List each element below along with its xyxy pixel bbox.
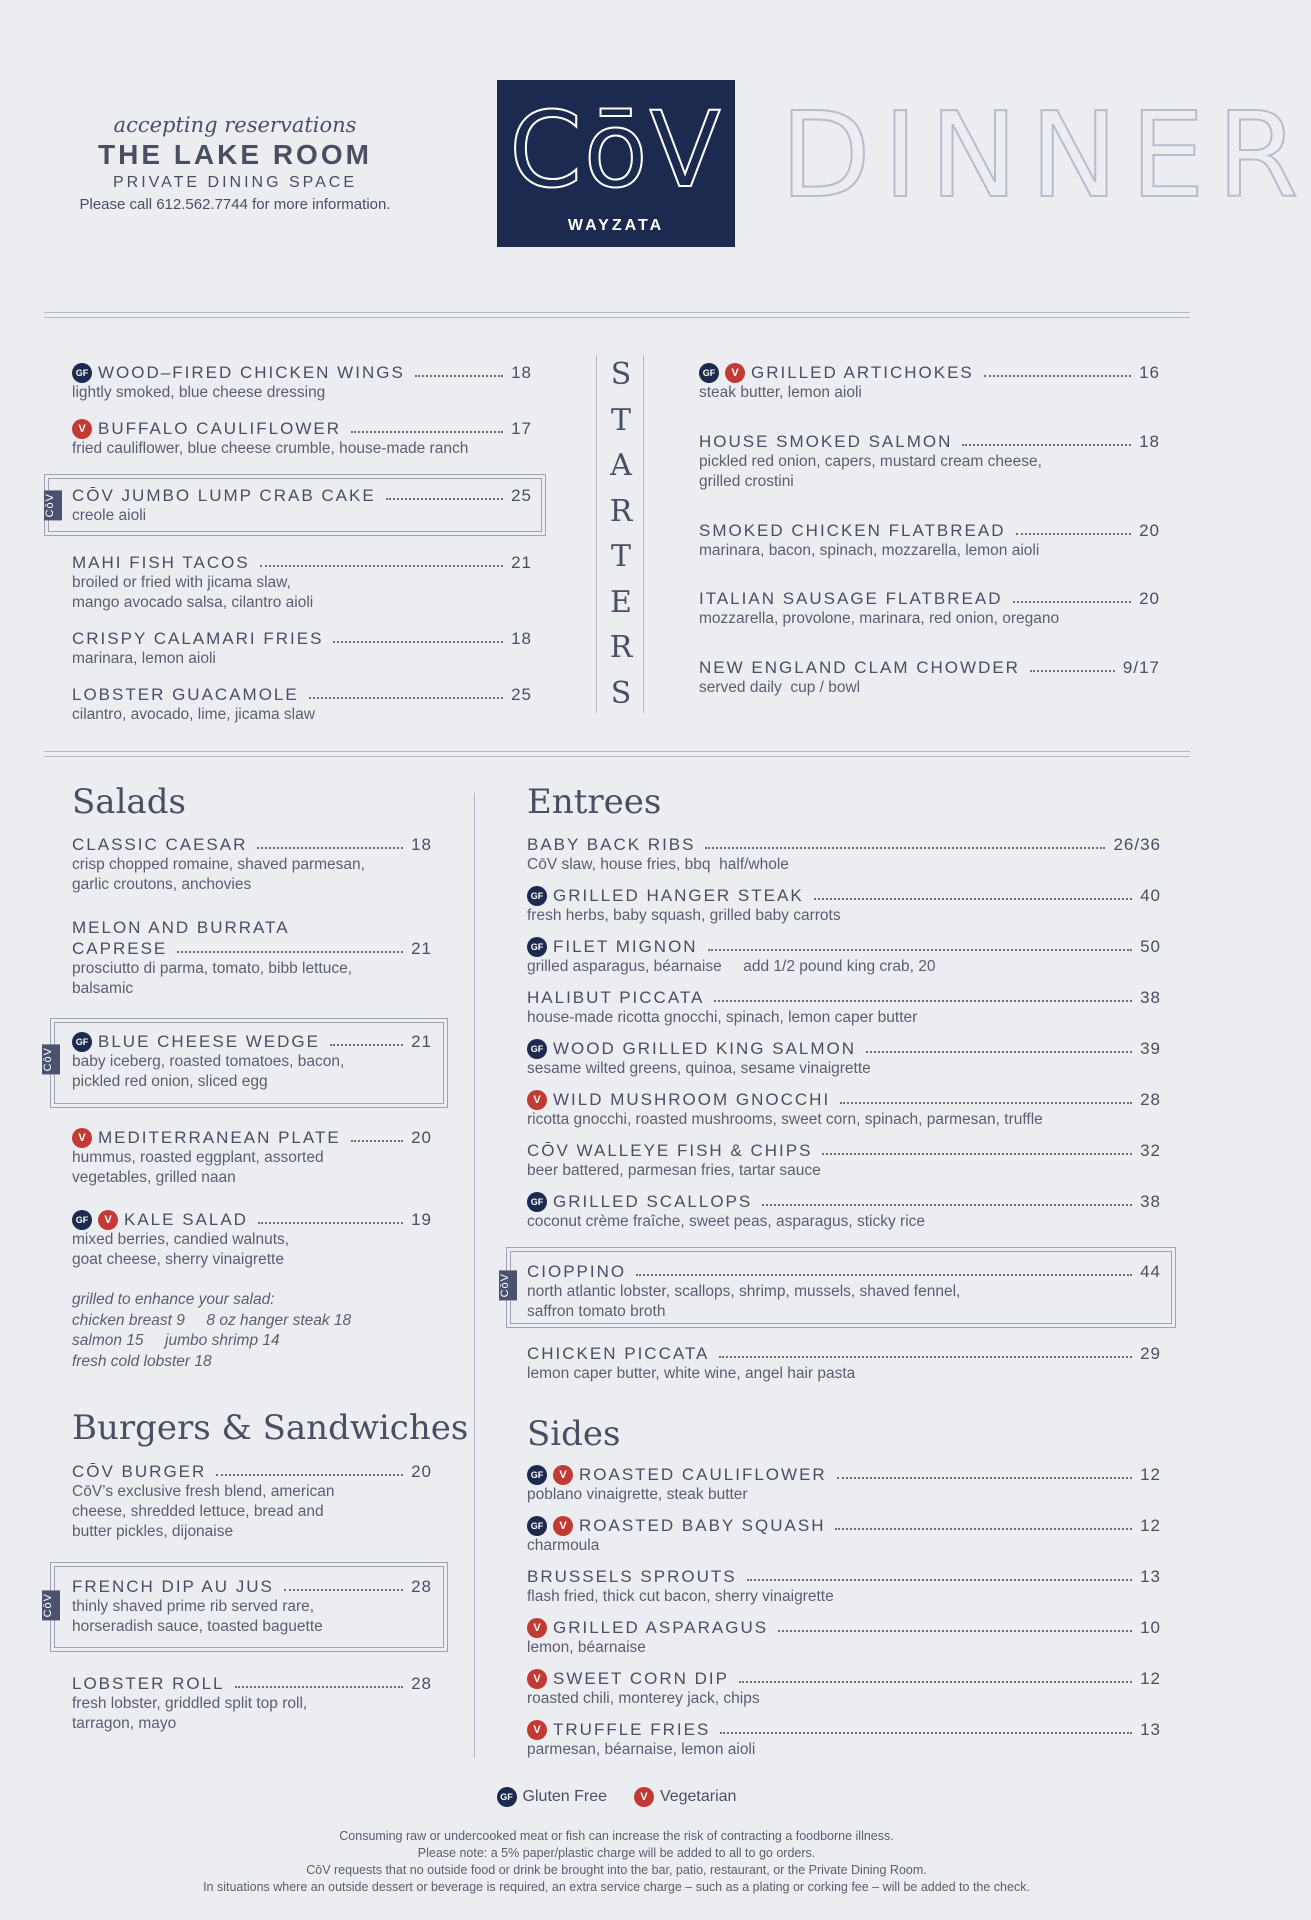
- footer-line: In situations where an outside dessert or beverage is required, an extra service charge – such as a plating or corking fee – will be added to the check.: [203, 1880, 1030, 1894]
- item-description: saffron tomato broth: [527, 1303, 666, 1320]
- item-price: 20: [1139, 588, 1160, 608]
- menu-item: [527, 1566, 1161, 1607]
- item-description: balsamic: [72, 980, 134, 997]
- salad-addons: [72, 1290, 452, 1372]
- item-name-pre: MELON AND BURRATA: [72, 917, 290, 937]
- item-description: grilled asparagus, béarnaise add 1/2 pound king crab, 20: [527, 958, 936, 975]
- leader-dots: [1030, 670, 1115, 672]
- item-name: CIOPPINO: [527, 1261, 627, 1281]
- item-name: GRILLED SCALLOPS: [553, 1191, 753, 1211]
- leader-dots: [837, 1477, 1132, 1479]
- item-description: mozzarella, provolone, marinara, red onion, oregano: [699, 610, 1060, 627]
- addon-line: grilled to enhance your salad:: [72, 1291, 275, 1308]
- item-name: WILD MUSHROOM GNOCCHI: [553, 1089, 831, 1109]
- item-price: 32: [1140, 1140, 1161, 1160]
- item-name: CŌV JUMBO LUMP CRAB CAKE: [72, 485, 376, 505]
- menu-item: [527, 1191, 1161, 1232]
- legend-gf-label: Gluten Free: [522, 1788, 608, 1806]
- divider-top: [44, 312, 1190, 318]
- footer-line: Consuming raw or undercooked meat or fish can increase the risk of contracting a foodborne illness.: [339, 1829, 894, 1843]
- vegetarian-icon: V: [527, 1669, 547, 1689]
- item-name: HOUSE SMOKED SALMON: [699, 431, 953, 451]
- item-price: 20: [1139, 520, 1160, 540]
- leader-dots: [415, 375, 503, 377]
- starters-letter: A: [610, 448, 632, 483]
- leader-dots: [705, 847, 1105, 849]
- addon-line: salmon 15 jumbo shrimp 14: [72, 1332, 280, 1349]
- item-price: 16: [1139, 362, 1160, 382]
- item-description: fried cauliflower, blue cheese crumble, house-made ranch: [72, 440, 469, 457]
- item-name: CŌV WALLEYE FISH & CHIPS: [527, 1140, 813, 1160]
- menu-item: [527, 1343, 1161, 1384]
- item-description: roasted chili, monterey jack, chips: [527, 1690, 760, 1707]
- item-name: SMOKED CHICKEN FLATBREAD: [699, 520, 1006, 540]
- item-price: 25: [511, 485, 532, 505]
- menu-item: [699, 431, 1160, 492]
- item-price: 9/17: [1122, 657, 1160, 677]
- starters-letter: S: [610, 357, 632, 392]
- menu-item: [72, 1127, 432, 1188]
- menu-item: [72, 684, 532, 725]
- menu-item: [72, 485, 532, 526]
- menu-item: [72, 1031, 432, 1092]
- item-name: MAHI FISH TACOS: [72, 552, 250, 572]
- menu-item: [527, 834, 1161, 875]
- item-description: grilled crostini: [699, 473, 794, 490]
- item-name: CHICKEN PICCATA: [527, 1343, 710, 1363]
- item-price: 18: [411, 834, 432, 854]
- item-name: ROASTED BABY SQUASH: [579, 1515, 826, 1535]
- leader-dots: [720, 1732, 1132, 1734]
- leader-dots: [260, 565, 503, 567]
- item-description: fresh herbs, baby squash, grilled baby carrots: [527, 907, 841, 924]
- item-description: crisp chopped romaine, shaved parmesan,: [72, 856, 365, 873]
- item-price: 20: [411, 1461, 432, 1481]
- menu-item: [72, 362, 532, 403]
- leader-dots: [747, 1579, 1132, 1581]
- item-name: FRENCH DIP AU JUS: [72, 1576, 274, 1596]
- item-price: 21: [411, 938, 432, 958]
- menu-item: [527, 1140, 1161, 1181]
- menu-item: [527, 1719, 1161, 1760]
- item-description: cheese, shredded lettuce, bread and: [72, 1503, 324, 1520]
- vegetarian-icon: V: [98, 1210, 118, 1230]
- logo-sub: WAYZATA: [567, 217, 665, 234]
- item-name: MEDITERRANEAN PLATE: [98, 1127, 341, 1147]
- item-price: 28: [411, 1673, 432, 1693]
- item-name: BRUSSELS SPROUTS: [527, 1566, 737, 1586]
- item-description: ricotta gnocchi, roasted mushrooms, sweet corn, spinach, parmesan, truffle: [527, 1111, 1043, 1128]
- starters-letter: T: [610, 402, 631, 438]
- gluten-free-icon: GF: [527, 937, 547, 957]
- gluten-free-icon: GF: [527, 886, 547, 906]
- leader-dots: [778, 1630, 1132, 1632]
- item-price: 44: [1140, 1261, 1161, 1281]
- item-price: 20: [411, 1127, 432, 1147]
- leader-dots: [351, 1140, 403, 1142]
- leader-dots: [866, 1051, 1132, 1053]
- item-description: horseradish sauce, toasted baguette: [72, 1618, 323, 1635]
- menu-item: [527, 885, 1161, 926]
- leader-dots: [1013, 601, 1132, 603]
- item-price: 39: [1140, 1038, 1161, 1058]
- item-description: baby iceberg, roasted tomatoes, bacon,: [72, 1053, 345, 1070]
- menu-item: [72, 1461, 432, 1542]
- gluten-free-icon: GF: [72, 1032, 92, 1052]
- item-price: 10: [1140, 1617, 1161, 1637]
- item-description: beer battered, parmesan fries, tartar sauce: [527, 1162, 821, 1179]
- menu-item: [72, 917, 432, 999]
- leader-dots: [284, 1589, 403, 1591]
- item-price: 38: [1140, 987, 1161, 1007]
- gluten-free-icon: GF: [527, 1516, 547, 1536]
- featured-tag: CōV: [42, 1590, 60, 1620]
- private-dining-subtitle: PRIVATE DINING SPACE: [112, 174, 358, 191]
- legend-v-label: Vegetarian: [659, 1788, 737, 1806]
- logo-main: CōV: [509, 89, 723, 211]
- item-price: 13: [1140, 1719, 1161, 1739]
- leader-dots: [814, 898, 1132, 900]
- leader-dots: [386, 498, 503, 500]
- gluten-free-icon: GF: [527, 1465, 547, 1485]
- menu-title: DINNER: [780, 86, 1311, 224]
- gluten-free-icon: GF: [527, 1039, 547, 1059]
- item-description: mixed berries, candied walnuts,: [72, 1231, 290, 1248]
- item-name: ITALIAN SAUSAGE FLATBREAD: [699, 588, 1003, 608]
- reservations-block: [40, 112, 430, 216]
- menu-item: [699, 588, 1160, 629]
- salads-title: Salads: [72, 782, 186, 822]
- starters-rule-left: [596, 355, 597, 713]
- item-description: poblano vinaigrette, steak butter: [527, 1486, 748, 1503]
- menu-item: [527, 936, 1161, 977]
- item-price: 12: [1140, 1668, 1161, 1688]
- item-description: marinara, bacon, spinach, mozzarella, lemon aioli: [699, 542, 1040, 559]
- item-description: tarragon, mayo: [72, 1715, 177, 1732]
- item-price: 40: [1140, 885, 1161, 905]
- gluten-free-icon: GF: [497, 1787, 517, 1807]
- gluten-free-icon: GF: [527, 1192, 547, 1212]
- item-name: BABY BACK RIBS: [527, 834, 696, 854]
- featured-tag: CōV: [42, 1044, 60, 1074]
- menu-item: [527, 1089, 1161, 1130]
- leader-dots: [739, 1681, 1132, 1683]
- item-name: LOBSTER ROLL: [72, 1673, 225, 1693]
- starters-rule-right: [643, 355, 644, 713]
- divider-middle: [44, 751, 1190, 757]
- item-description: broiled or fried with jicama slaw,: [72, 574, 291, 591]
- item-description: pickled red onion, sliced egg: [72, 1073, 268, 1090]
- item-description: marinara, lemon aioli: [72, 650, 216, 667]
- column-divider: [474, 793, 475, 1758]
- leader-dots: [714, 1000, 1132, 1002]
- footer-line: CōV requests that no outside food or drink be brought into the bar, patio, restaurant, or the Private Dining Room.: [306, 1863, 927, 1877]
- item-name: GRILLED HANGER STEAK: [553, 885, 804, 905]
- starters-letter: E: [610, 584, 632, 620]
- item-description: pickled red onion, capers, mustard cream cheese,: [699, 453, 1042, 470]
- item-price: 17: [511, 418, 532, 438]
- menu-item: [699, 520, 1160, 561]
- gluten-free-icon: GF: [72, 1210, 92, 1230]
- starters-letter: S: [610, 675, 632, 711]
- vegetarian-icon: V: [527, 1090, 547, 1110]
- item-description: thinly shaved prime rib served rare,: [72, 1598, 315, 1615]
- cov-logo: [497, 80, 735, 247]
- menu-item: [72, 1673, 432, 1734]
- item-description: north atlantic lobster, scallops, shrimp, mussels, shaved fennel,: [527, 1283, 961, 1300]
- item-price: 21: [511, 552, 532, 572]
- menu-item: [72, 552, 532, 613]
- item-price: 18: [511, 628, 532, 648]
- reservations-script: accepting reservations: [113, 113, 357, 137]
- item-name: HALIBUT PICCATA: [527, 987, 705, 1007]
- leader-dots: [351, 431, 503, 433]
- menu-item: [527, 1038, 1161, 1079]
- menu-item: [527, 1617, 1161, 1658]
- item-description: coconut crème fraîche, sweet peas, asparagus, sticky rice: [527, 1213, 926, 1230]
- menu-item: [527, 1464, 1161, 1505]
- leader-dots: [762, 1204, 1132, 1206]
- starters-letter: R: [609, 630, 633, 665]
- item-price: 29: [1140, 1343, 1161, 1363]
- item-price: 19: [411, 1209, 432, 1229]
- item-description: cilantro, avocado, lime, jicama slaw: [72, 706, 315, 723]
- vegetarian-icon: V: [527, 1618, 547, 1638]
- leader-dots: [840, 1102, 1132, 1104]
- menu-item: [527, 987, 1161, 1028]
- gluten-free-icon: GF: [72, 363, 92, 383]
- leader-dots: [835, 1528, 1132, 1530]
- leader-dots: [309, 697, 503, 699]
- item-description: prosciutto di parma, tomato, bibb lettuce,: [72, 960, 353, 977]
- vegetarian-icon: V: [553, 1516, 573, 1536]
- reservation-phone: Please call 612.562.7744 for more information.: [79, 196, 391, 213]
- footer-notes: [0, 1828, 1233, 1896]
- leader-dots: [636, 1274, 1132, 1276]
- item-name: CLASSIC CAESAR: [72, 834, 248, 854]
- vegetarian-icon: V: [527, 1720, 547, 1740]
- item-description: charmoula: [527, 1537, 600, 1554]
- leader-dots: [984, 375, 1131, 377]
- item-description: parmesan, béarnaise, lemon aioli: [527, 1741, 756, 1758]
- item-description: sesame wilted greens, quinoa, sesame vinaigrette: [527, 1060, 871, 1077]
- item-description: served daily cup / bowl: [699, 679, 861, 696]
- starters-label: [596, 352, 646, 712]
- leader-dots: [708, 949, 1132, 951]
- item-name: CŌV BURGER: [72, 1461, 207, 1481]
- menu-item: [699, 362, 1160, 403]
- addon-line: fresh cold lobster 18: [72, 1352, 212, 1370]
- leader-dots: [962, 444, 1131, 446]
- item-name: WOOD GRILLED KING SALMON: [553, 1038, 857, 1058]
- item-name: CAPRESE: [72, 938, 168, 958]
- entrees-title: Entrees: [527, 782, 662, 822]
- item-price: 18: [511, 362, 532, 382]
- item-name: BUFFALO CAULIFLOWER: [98, 418, 341, 438]
- item-name: GRILLED ARTICHOKES: [751, 362, 974, 382]
- leader-dots: [719, 1356, 1132, 1358]
- item-name: WOOD–FIRED CHICKEN WINGS: [98, 362, 405, 382]
- item-name: CRISPY CALAMARI FRIES: [72, 628, 324, 648]
- item-name: LOBSTER GUACAMOLE: [72, 684, 299, 704]
- menu-item: [527, 1261, 1161, 1322]
- item-description: CōV slaw, house fries, bbq half/whole: [527, 856, 789, 873]
- addon-line: chicken breast 9 8 oz hanger steak 18: [72, 1311, 352, 1329]
- leader-dots: [258, 1222, 403, 1224]
- item-description: steak butter, lemon aioli: [699, 384, 862, 401]
- featured-tag: CōV: [499, 1270, 517, 1300]
- item-description: lightly smoked, blue cheese dressing: [72, 384, 326, 401]
- menu-item: [527, 1668, 1161, 1709]
- leader-dots: [235, 1686, 404, 1688]
- lake-room-title: THE LAKE ROOM: [98, 139, 372, 170]
- item-description: CōV’s exclusive fresh blend, american: [72, 1483, 335, 1500]
- item-name: KALE SALAD: [124, 1209, 248, 1229]
- starters-letter: R: [609, 493, 633, 529]
- item-name: FILET MIGNON: [553, 936, 698, 956]
- menu-item: [72, 1209, 432, 1270]
- item-description: house-made ricotta gnocchi, spinach, lemon caper butter: [527, 1009, 918, 1026]
- item-description: garlic croutons, anchovies: [72, 876, 252, 893]
- vegetarian-icon: V: [72, 419, 92, 439]
- leader-dots: [1016, 533, 1132, 535]
- leader-dots: [330, 1044, 403, 1046]
- item-price: 12: [1140, 1464, 1161, 1484]
- vegetarian-icon: V: [72, 1128, 92, 1148]
- featured-tag: CōV: [44, 490, 62, 520]
- vegetarian-icon: V: [553, 1465, 573, 1485]
- vegetarian-icon: V: [634, 1787, 654, 1807]
- item-price: 28: [411, 1576, 432, 1596]
- menu-item: [72, 1576, 432, 1637]
- leader-dots: [216, 1474, 403, 1476]
- leader-dots: [177, 951, 403, 953]
- item-description: goat cheese, sherry vinaigrette: [72, 1251, 284, 1268]
- item-description: creole aioli: [72, 507, 147, 524]
- item-description: butter pickles, dijonaise: [72, 1523, 234, 1540]
- item-price: 13: [1140, 1566, 1161, 1586]
- item-price: 21: [411, 1031, 432, 1051]
- menu-item: [72, 628, 532, 669]
- menu-item: [72, 418, 532, 459]
- legend: [0, 1787, 1233, 1807]
- menu-item: [699, 657, 1160, 698]
- item-description: vegetables, grilled naan: [72, 1169, 236, 1186]
- item-name: TRUFFLE FRIES: [553, 1719, 711, 1739]
- item-price: 28: [1140, 1089, 1161, 1109]
- item-name: SWEET CORN DIP: [553, 1668, 729, 1688]
- item-price: 12: [1140, 1515, 1161, 1535]
- menu-item: [527, 1515, 1161, 1556]
- sides-title: Sides: [527, 1414, 621, 1454]
- item-name: GRILLED ASPARAGUS: [553, 1617, 769, 1637]
- item-description: hummus, roasted eggplant, assorted: [72, 1149, 324, 1166]
- item-description: lemon, béarnaise: [527, 1639, 646, 1656]
- leader-dots: [822, 1153, 1132, 1155]
- item-price: 18: [1139, 431, 1160, 451]
- item-price: 50: [1140, 936, 1161, 956]
- item-price: 38: [1140, 1191, 1161, 1211]
- item-description: mango avocado salsa, cilantro aioli: [72, 594, 314, 611]
- item-description: fresh lobster, griddled split top roll,: [72, 1695, 308, 1712]
- item-description: flash fried, thick cut bacon, sherry vinaigrette: [527, 1588, 834, 1605]
- item-name: NEW ENGLAND CLAM CHOWDER: [699, 657, 1020, 677]
- leader-dots: [333, 641, 503, 643]
- burgers-title: Burgers & Sandwiches: [72, 1408, 469, 1448]
- item-name: ROASTED CAULIFLOWER: [579, 1464, 827, 1484]
- vegetarian-icon: V: [725, 363, 745, 383]
- item-name: BLUE CHEESE WEDGE: [98, 1031, 320, 1051]
- leader-dots: [257, 847, 403, 849]
- gluten-free-icon: GF: [699, 363, 719, 383]
- menu-item: [72, 834, 432, 895]
- footer-line: Please note: a 5% paper/plastic charge will be added to all to go orders.: [417, 1846, 816, 1860]
- item-description: lemon caper butter, white wine, angel hair pasta: [527, 1365, 856, 1382]
- starters-letter: T: [610, 539, 631, 574]
- item-price: 26/36: [1113, 834, 1161, 854]
- item-price: 25: [511, 684, 532, 704]
